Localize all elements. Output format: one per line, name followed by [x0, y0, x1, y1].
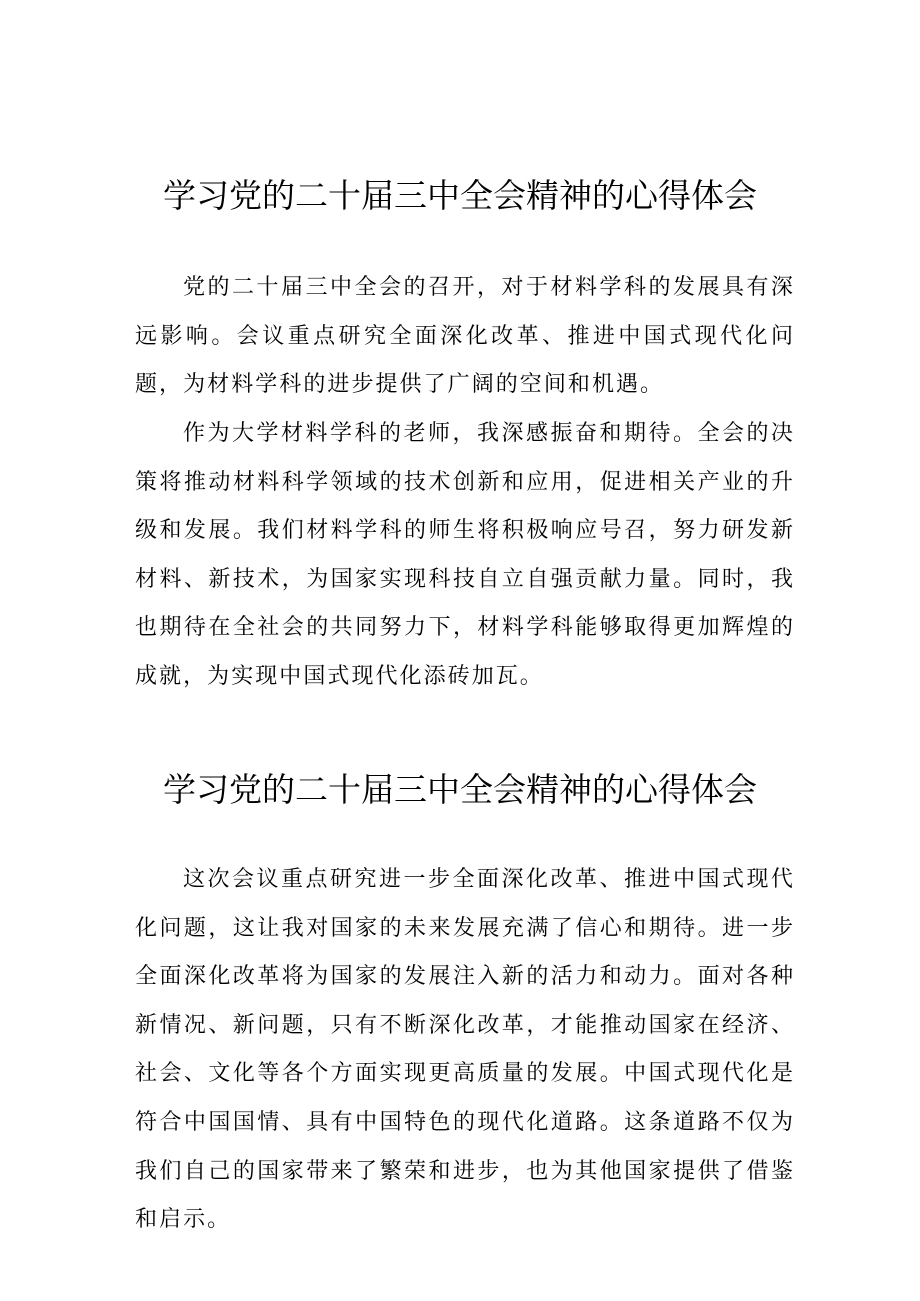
section-1-paragraph-1: 党的二十届三中全会的召开，对于材料学科的发展具有深远影响。会议重点研究全面深化改革、推进中国式现代化问题，为材料学科的进步提供了广阔的空间和机遇。 [135, 275, 795, 398]
section-1-title: 学习党的二十届三中全会精神的心得体会 [163, 176, 757, 215]
section-2-title: 学习党的二十届三中全会精神的心得体会 [163, 770, 757, 809]
section-1-paragraph-2: 作为大学材料学科的老师，我深感振奋和期待。全会的决策将推动材料科学领域的技术创新和应用，促进相关产业的升级和发展。我们材料学科的师生将积极响应号召，努力研发新材料、新技术，为国家实现科技自立自强贡献力量。同时，我也期待在全社会的共同努力下，材料学科能够取得更加辉煌的成就，为实现中国式现代化添砖加瓦。 [135, 421, 795, 689]
section-2-paragraph-1: 这次会议重点研究进一步全面深化改革、推进中国式现代化问题，这让我对国家的未来发展充满了信心和期待。进一步全面深化改革将为国家的发展注入新的活力和动力。面对各种新情况、新问题，只有不断深化改革，才能推动国家在经济、社会、文化等各个方面实现更高质量的发展。中国式现代化是符合中国国情、具有中国特色的现代化道路。这条道路不仅为我们自己的国家带来了繁荣和进步，也为其他国家提供了借鉴和启示。 [135, 867, 795, 1233]
